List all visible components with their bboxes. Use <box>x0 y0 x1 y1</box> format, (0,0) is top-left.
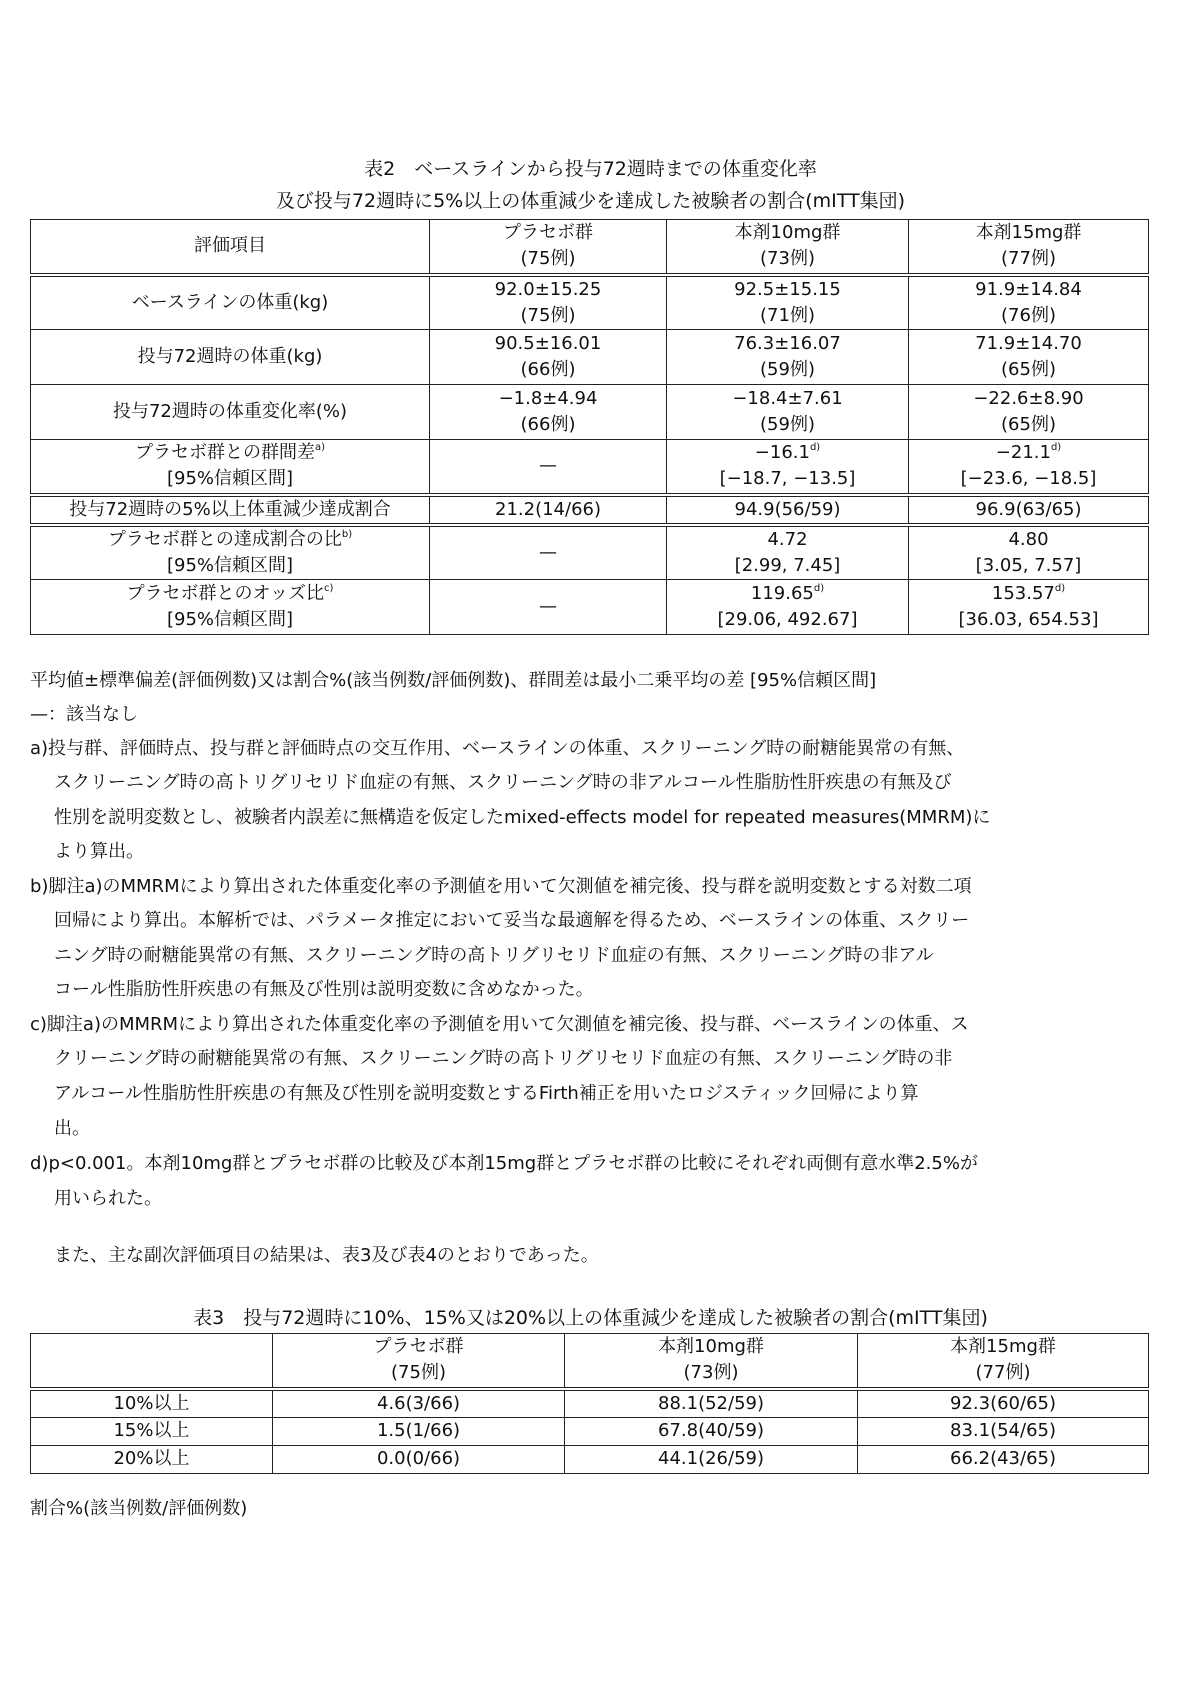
n: (66例) <box>520 414 576 435</box>
cell: 67.8(40/59) <box>565 1417 858 1445</box>
cell: 66.2(43/65) <box>858 1445 1149 1473</box>
table-row <box>31 525 1149 580</box>
cell <box>667 275 909 330</box>
row-label: 10%以上 <box>31 1389 273 1418</box>
table-row <box>31 1417 1149 1445</box>
table3-title: 表3 投与72週時に10%、15%又は20%以上の体重減少を達成した被験者の割合(mITT集団) <box>193 1307 988 1329</box>
header-empty <box>31 1334 273 1389</box>
table-row <box>31 580 1149 635</box>
footnote-c-line: c)脚注a)のMMRMにより算出された体重変化率の予測値を用いて欠測値を補完後、投与群、ベースラインの体重、ス <box>30 1014 969 1035</box>
col-n: (77例) <box>1001 248 1056 270</box>
footnote-a-line: a)投与群、評価時点、投与群と評価時点の交互作用、ベースラインの体重、スクリーニング時の耐糖能異常の有無、 <box>30 738 965 759</box>
footnote-b-line: コール性脂肪性肝疾患の有無及び性別は説明変数に含めなかった。 <box>54 979 594 1000</box>
col-n: (73例) <box>683 1362 739 1384</box>
cell <box>430 385 667 440</box>
row-label: 投与72週時の体重変化率(%) <box>31 385 430 440</box>
footnote-a-line: より算出。 <box>54 841 144 862</box>
cell <box>667 525 909 580</box>
ci: [−18.7, −13.5] <box>719 468 856 490</box>
footnote-d-line: 用いられた。 <box>54 1188 162 1209</box>
row-label <box>31 440 430 495</box>
value: 4.80 <box>1008 528 1049 550</box>
ci: [36.03, 654.53] <box>958 609 1099 630</box>
footnote-b-line: ニング時の耐糖能異常の有無、スクリーニング時の高トリグリセリド血症の有無、スクリーニング時の非アル <box>54 945 934 966</box>
table2 <box>30 219 1149 635</box>
row-label: 20%以上 <box>31 1445 273 1473</box>
header-placebo <box>273 1334 565 1389</box>
table2-title-line1: 表2 ベースラインから投与72週時までの体重変化率 <box>364 158 817 180</box>
col-n: (73例) <box>760 248 815 270</box>
table-row <box>31 1445 1149 1473</box>
row-label: 15%以上 <box>31 1417 273 1445</box>
cell: 94.9(56/59) <box>667 495 909 525</box>
footnote-ref: c) <box>324 583 334 594</box>
col-n: (77例) <box>975 1362 1031 1384</box>
table-row <box>31 275 1149 330</box>
footnote-c-line: クリーニング時の耐糖能異常の有無、スクリーニング時の高トリグリセリド血症の有無、スクリーニング時の非 <box>54 1048 953 1069</box>
cell: — <box>430 525 667 580</box>
cell: — <box>430 580 667 635</box>
cell <box>667 385 909 440</box>
table3-header-row <box>31 1334 1149 1389</box>
table-row <box>31 385 1149 440</box>
cell <box>909 580 1149 635</box>
label-ci: [95%信頼区間] <box>166 468 294 490</box>
col-name: プラセボ群 <box>503 222 593 244</box>
col-name: プラセボ群 <box>373 1336 464 1358</box>
cell <box>667 440 909 495</box>
table3 <box>30 1333 1149 1474</box>
col-name: 本剤10mg群 <box>734 222 841 244</box>
col-n: (75例) <box>391 1362 446 1384</box>
n: (75例) <box>520 304 576 326</box>
value: 92.0±15.25 <box>494 278 602 300</box>
table-row <box>31 495 1149 525</box>
footnote-ref: d) <box>1054 583 1066 594</box>
col-name: 本剤15mg群 <box>975 222 1082 244</box>
table2-header-row <box>31 220 1149 275</box>
cell: 21.2(14/66) <box>430 495 667 525</box>
value: 92.5±15.15 <box>734 278 841 300</box>
table-row <box>31 1389 1149 1418</box>
row-label <box>31 525 430 580</box>
footnote-b-line: 回帰により算出。本解析では、パラメータ推定において妥当な最適解を得るため、ベースラインの体重、スクリー <box>54 910 970 931</box>
value: −16.1 <box>754 442 810 464</box>
cell: 96.9(63/65) <box>909 495 1149 525</box>
footnote-d-line: d)p<0.001。本剤10mg群とプラセボ群の比較及び本剤15mg群とプラセボ群の比較にそれぞれ両側有意水準2.5%が <box>30 1153 978 1174</box>
value: 4.72 <box>767 528 808 550</box>
cell: 92.3(60/65) <box>858 1389 1149 1418</box>
label: プラセボ群との達成割合の比 <box>107 528 342 550</box>
ci: [29.06, 492.67] <box>717 609 858 630</box>
row-label <box>31 580 430 635</box>
footnote-ref: a) <box>314 442 326 454</box>
footnote-c-line: 出。 <box>54 1118 90 1139</box>
ci: [−23.6, −18.5] <box>960 468 1097 490</box>
table2-title-line2: 及び投与72週時に5%以上の体重減少を達成した被験者の割合(mITT集団) <box>275 190 906 212</box>
note-dash: —：該当なし <box>30 704 138 725</box>
label: プラセボ群との群間差 <box>134 442 315 464</box>
value: 119.65 <box>750 583 814 604</box>
label-ci: [95%信頼区間] <box>166 609 294 630</box>
cell <box>909 525 1149 580</box>
value: −21.1 <box>995 442 1051 464</box>
header-10mg <box>667 220 909 275</box>
n: (59例) <box>760 359 815 380</box>
header-placebo <box>430 220 667 275</box>
value: 71.9±14.70 <box>975 333 1082 354</box>
cell: 44.1(26/59) <box>565 1445 858 1473</box>
col-name: 本剤15mg群 <box>950 1336 1056 1358</box>
header-10mg <box>565 1334 858 1389</box>
col-n: (75例) <box>520 248 576 270</box>
footnote-c-line: アルコール性脂肪性肝疾患の有無及び性別を説明変数とするFirth補正を用いたロジスティック回帰により算 <box>54 1083 919 1104</box>
table-row <box>31 440 1149 495</box>
label: プラセボ群とのオッズ比 <box>126 583 325 604</box>
footnote-a-line: 性別を説明変数とし、被験者内誤差に無構造を仮定したmixed-effects model for repeated measures(MMRM)に <box>54 807 991 828</box>
value: −1.8±4.94 <box>498 388 598 409</box>
cell <box>909 440 1149 495</box>
body-paragraph: また、主な副次評価項目の結果は、表3及び表4のとおりであった。 <box>54 1245 599 1266</box>
cell: — <box>430 440 667 495</box>
value: −18.4±7.61 <box>732 388 843 409</box>
cell <box>430 330 667 385</box>
label-ci: [95%信頼区間] <box>166 554 294 576</box>
n: (65例) <box>1001 359 1056 380</box>
cell: 83.1(54/65) <box>858 1417 1149 1445</box>
cell <box>667 330 909 385</box>
cell <box>667 580 909 635</box>
table-row <box>31 330 1149 385</box>
cell: 1.5(1/66) <box>273 1417 565 1445</box>
footnote-a-line: スクリーニング時の高トリグリセリド血症の有無、スクリーニング時の非アルコール性脂肪性肝疾患の有無及び <box>54 772 952 793</box>
n: (66例) <box>520 359 576 380</box>
value: 90.5±16.01 <box>494 333 602 354</box>
cell: 4.6(3/66) <box>273 1389 565 1418</box>
table3-note: 割合%(該当例数/評価例数) <box>30 1498 248 1519</box>
ci: [2.99, 7.45] <box>734 554 841 576</box>
ci: [3.05, 7.57] <box>975 554 1082 576</box>
n: (71例) <box>760 304 815 326</box>
cell <box>909 275 1149 330</box>
footnote-ref: d) <box>809 442 821 454</box>
header-15mg <box>858 1334 1149 1389</box>
row-label: ベースラインの体重(kg) <box>31 275 430 330</box>
footnote-ref: d) <box>1050 442 1062 454</box>
cell: 88.1(52/59) <box>565 1389 858 1418</box>
col-name: 本剤10mg群 <box>658 1336 764 1358</box>
cell <box>909 385 1149 440</box>
cell: 0.0(0/66) <box>273 1445 565 1473</box>
header-item: 評価項目 <box>31 220 430 275</box>
footnote-ref: b) <box>341 528 353 540</box>
value: −22.6±8.90 <box>973 388 1084 409</box>
footnote-b-line: b)脚注a)のMMRMにより算出された体重変化率の予測値を用いて欠測値を補完後、投与群を説明変数とする対数二項 <box>30 876 972 897</box>
value: 91.9±14.84 <box>975 278 1082 300</box>
n: (65例) <box>1001 414 1056 435</box>
n: (76例) <box>1001 304 1056 326</box>
value: 153.57 <box>991 583 1055 604</box>
n: (59例) <box>760 414 815 435</box>
cell <box>909 330 1149 385</box>
value: 76.3±16.07 <box>734 333 841 354</box>
row-label: 投与72週時の体重(kg) <box>31 330 430 385</box>
cell <box>430 275 667 330</box>
footnote-ref: d) <box>813 583 825 594</box>
note-summary: 平均値±標準偏差(評価例数)又は割合%(該当例数/評価例数)、群間差は最小二乗平均の差 [95%信頼区間] <box>30 670 877 691</box>
row-label: 投与72週時の5%以上体重減少達成割合 <box>31 495 430 525</box>
header-15mg <box>909 220 1149 275</box>
